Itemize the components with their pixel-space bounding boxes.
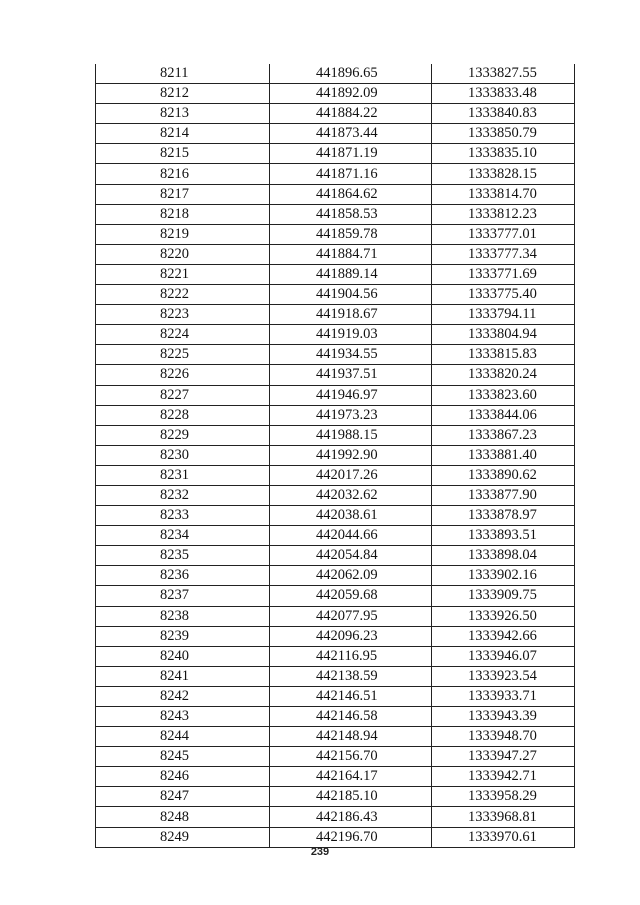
x-coordinate-cell: 442032.62 [270,485,432,505]
point-id-cell: 8217 [96,184,270,204]
x-coordinate-cell: 442148.94 [270,727,432,747]
table-row [96,787,575,807]
coordinate-table-body [96,64,575,847]
table-row [96,144,575,164]
table-row [96,546,575,566]
x-coordinate-cell: 442164.17 [270,767,432,787]
y-coordinate-cell: 1333823.60 [432,385,575,405]
x-coordinate-cell: 441873.44 [270,124,432,144]
point-id-cell: 8225 [96,345,270,365]
x-coordinate-cell: 442054.84 [270,546,432,566]
table-row [96,84,575,104]
point-id-cell: 8240 [96,646,270,666]
y-coordinate-cell: 1333827.55 [432,64,575,84]
point-id-cell: 8213 [96,104,270,124]
x-coordinate-cell: 442038.61 [270,506,432,526]
table-row [96,184,575,204]
x-coordinate-cell: 441896.65 [270,64,432,84]
y-coordinate-cell: 1333890.62 [432,465,575,485]
point-id-cell: 8237 [96,586,270,606]
point-id-cell: 8228 [96,405,270,425]
point-id-cell: 8244 [96,727,270,747]
table-row [96,224,575,244]
point-id-cell: 8245 [96,747,270,767]
y-coordinate-cell: 1333820.24 [432,365,575,385]
y-coordinate-cell: 1333933.71 [432,686,575,706]
x-coordinate-cell: 441918.67 [270,305,432,325]
x-coordinate-cell: 441864.62 [270,184,432,204]
point-id-cell: 8220 [96,244,270,264]
point-id-cell: 8215 [96,144,270,164]
table-row [96,365,575,385]
y-coordinate-cell: 1333878.97 [432,506,575,526]
table-row [96,405,575,425]
x-coordinate-cell: 442146.51 [270,686,432,706]
x-coordinate-cell: 442138.59 [270,666,432,686]
table-row [96,626,575,646]
table-row [96,606,575,626]
y-coordinate-cell: 1333812.23 [432,204,575,224]
y-coordinate-cell: 1333898.04 [432,546,575,566]
table-row [96,465,575,485]
point-id-cell: 8249 [96,827,270,847]
point-id-cell: 8247 [96,787,270,807]
y-coordinate-cell: 1333881.40 [432,445,575,465]
y-coordinate-cell: 1333942.71 [432,767,575,787]
table-row [96,64,575,84]
table-row [96,526,575,546]
point-id-cell: 8243 [96,707,270,727]
table-row [96,425,575,445]
table-row [96,666,575,686]
point-id-cell: 8227 [96,385,270,405]
y-coordinate-cell: 1333804.94 [432,325,575,345]
y-coordinate-cell: 1333777.01 [432,224,575,244]
point-id-cell: 8238 [96,606,270,626]
table-row [96,264,575,284]
point-id-cell: 8242 [96,686,270,706]
table-row [96,646,575,666]
table-row [96,385,575,405]
y-coordinate-cell: 1333877.90 [432,485,575,505]
x-coordinate-cell: 442044.66 [270,526,432,546]
x-coordinate-cell: 442096.23 [270,626,432,646]
x-coordinate-cell: 442186.43 [270,807,432,827]
x-coordinate-cell: 442146.58 [270,707,432,727]
x-coordinate-cell: 442116.95 [270,646,432,666]
x-coordinate-cell: 442062.09 [270,566,432,586]
y-coordinate-cell: 1333775.40 [432,285,575,305]
y-coordinate-cell: 1333794.11 [432,305,575,325]
table-row [96,686,575,706]
table-row [96,506,575,526]
point-id-cell: 8214 [96,124,270,144]
x-coordinate-cell: 441871.16 [270,164,432,184]
table-row [96,124,575,144]
x-coordinate-cell: 441889.14 [270,264,432,284]
y-coordinate-cell: 1333926.50 [432,606,575,626]
x-coordinate-cell: 441973.23 [270,405,432,425]
page-number: 239 [310,846,330,858]
x-coordinate-cell: 441992.90 [270,445,432,465]
table-row [96,485,575,505]
point-id-cell: 8239 [96,626,270,646]
y-coordinate-cell: 1333828.15 [432,164,575,184]
y-coordinate-cell: 1333958.29 [432,787,575,807]
point-id-cell: 8229 [96,425,270,445]
table-row [96,807,575,827]
point-id-cell: 8223 [96,305,270,325]
point-id-cell: 8218 [96,204,270,224]
x-coordinate-cell: 441919.03 [270,325,432,345]
y-coordinate-cell: 1333946.07 [432,646,575,666]
y-coordinate-cell: 1333942.66 [432,626,575,646]
y-coordinate-cell: 1333771.69 [432,264,575,284]
x-coordinate-cell: 441937.51 [270,365,432,385]
x-coordinate-cell: 442059.68 [270,586,432,606]
point-id-cell: 8241 [96,666,270,686]
table-row [96,827,575,847]
y-coordinate-cell: 1333815.83 [432,345,575,365]
x-coordinate-cell: 441946.97 [270,385,432,405]
x-coordinate-cell: 441988.15 [270,425,432,445]
y-coordinate-cell: 1333909.75 [432,586,575,606]
y-coordinate-cell: 1333814.70 [432,184,575,204]
point-id-cell: 8219 [96,224,270,244]
point-id-cell: 8212 [96,84,270,104]
point-id-cell: 8230 [96,445,270,465]
x-coordinate-cell: 442185.10 [270,787,432,807]
y-coordinate-cell: 1333968.81 [432,807,575,827]
y-coordinate-cell: 1333850.79 [432,124,575,144]
y-coordinate-cell: 1333893.51 [432,526,575,546]
point-id-cell: 8231 [96,465,270,485]
x-coordinate-cell: 442156.70 [270,747,432,767]
y-coordinate-cell: 1333844.06 [432,405,575,425]
table-row [96,445,575,465]
point-id-cell: 8216 [96,164,270,184]
coordinate-table [95,64,575,848]
x-coordinate-cell: 441871.19 [270,144,432,164]
point-id-cell: 8248 [96,807,270,827]
x-coordinate-cell: 442077.95 [270,606,432,626]
table-row [96,345,575,365]
point-id-cell: 8232 [96,485,270,505]
y-coordinate-cell: 1333970.61 [432,827,575,847]
point-id-cell: 8221 [96,264,270,284]
y-coordinate-cell: 1333833.48 [432,84,575,104]
x-coordinate-cell: 441892.09 [270,84,432,104]
y-coordinate-cell: 1333835.10 [432,144,575,164]
x-coordinate-cell: 442017.26 [270,465,432,485]
x-coordinate-cell: 441859.78 [270,224,432,244]
point-id-cell: 8234 [96,526,270,546]
table-row [96,204,575,224]
point-id-cell: 8222 [96,285,270,305]
point-id-cell: 8224 [96,325,270,345]
y-coordinate-cell: 1333902.16 [432,566,575,586]
y-coordinate-cell: 1333943.39 [432,707,575,727]
x-coordinate-cell: 441904.56 [270,285,432,305]
point-id-cell: 8235 [96,546,270,566]
table-row [96,305,575,325]
x-coordinate-cell: 441884.22 [270,104,432,124]
table-row [96,244,575,264]
y-coordinate-cell: 1333840.83 [432,104,575,124]
table-row [96,767,575,787]
table-row [96,707,575,727]
x-coordinate-cell: 441858.53 [270,204,432,224]
point-id-cell: 8211 [96,64,270,84]
y-coordinate-cell: 1333947.27 [432,747,575,767]
table-row [96,566,575,586]
point-id-cell: 8236 [96,566,270,586]
y-coordinate-cell: 1333777.34 [432,244,575,264]
table-row [96,747,575,767]
y-coordinate-cell: 1333923.54 [432,666,575,686]
point-id-cell: 8246 [96,767,270,787]
x-coordinate-cell: 441934.55 [270,345,432,365]
y-coordinate-cell: 1333867.23 [432,425,575,445]
table-row [96,285,575,305]
table-row [96,164,575,184]
point-id-cell: 8233 [96,506,270,526]
x-coordinate-cell: 442196.70 [270,827,432,847]
table-row [96,104,575,124]
point-id-cell: 8226 [96,365,270,385]
y-coordinate-cell: 1333948.70 [432,727,575,747]
x-coordinate-cell: 441884.71 [270,244,432,264]
table-row [96,325,575,345]
table-row [96,727,575,747]
table-row [96,586,575,606]
